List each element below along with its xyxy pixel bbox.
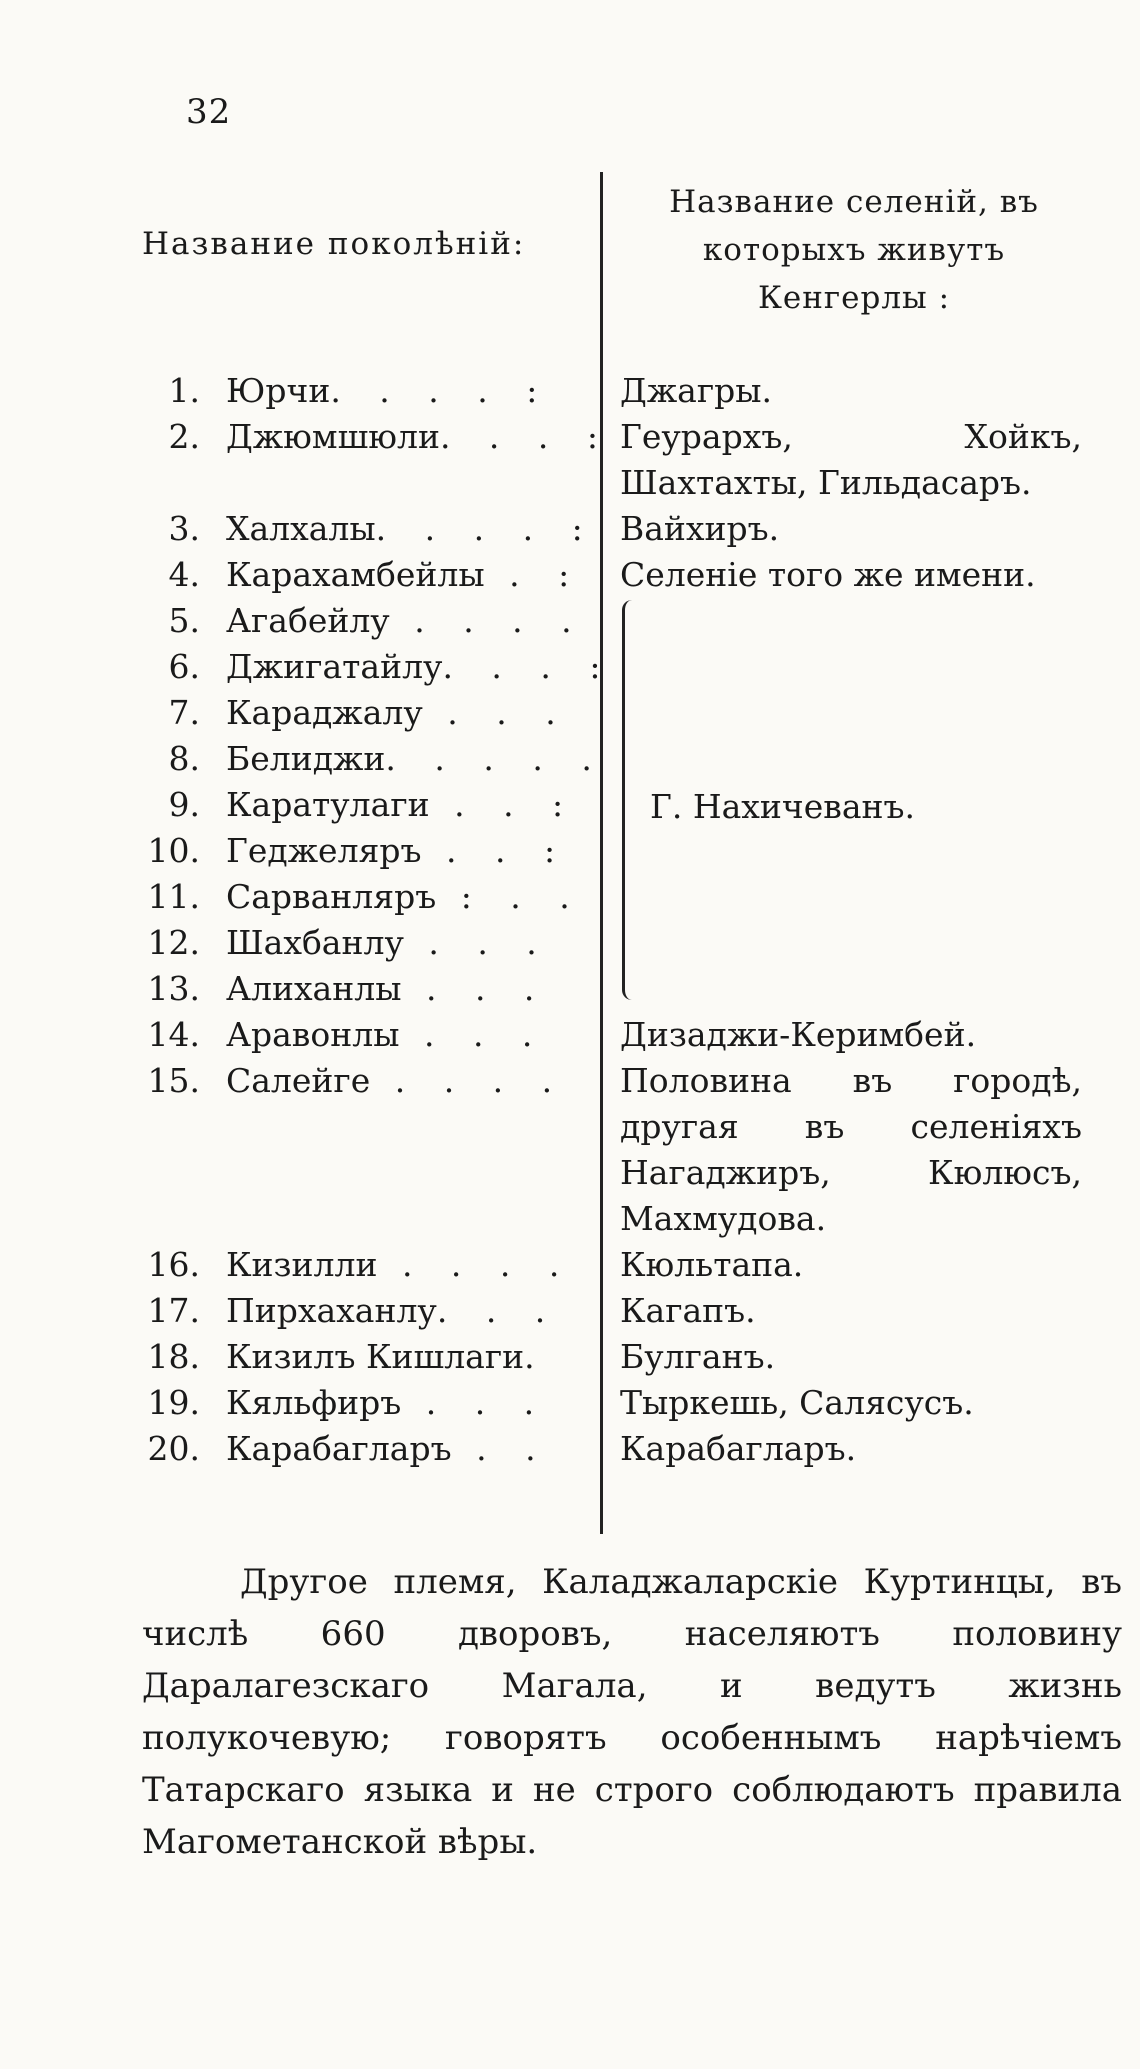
tribe-name: Белиджи. . . . .: [226, 739, 606, 778]
table-row: [0, 1012, 1140, 1058]
column-header-tribes: Название поколѣній:: [142, 226, 526, 262]
row-number: 10.: [147, 831, 200, 870]
village-name: Булганъ.: [620, 1337, 776, 1376]
table-row: [0, 1288, 1140, 1334]
column-header-villages: Название селеній, въ которыхъ живутъ Кенгерлы :: [669, 184, 1039, 316]
row-number: 15.: [147, 1061, 200, 1100]
village-name: Джагры.: [620, 371, 773, 410]
tribe-table: [0, 368, 1140, 1472]
table-row: [0, 1242, 1140, 1288]
page-number: 32: [186, 92, 232, 132]
row-number: 1.: [168, 371, 200, 410]
tribe-name: Карабагларъ . .: [226, 1429, 550, 1468]
row-number: 6.: [168, 647, 200, 686]
table-row: [0, 828, 1140, 874]
row-number: 12.: [147, 923, 200, 962]
tribe-name: Пирхаханлу. . .: [226, 1291, 560, 1330]
table-row: [0, 598, 1140, 644]
tribe-name: Халхалы. . . . :: [226, 509, 597, 548]
village-name: Геурархъ, Хойкъ, Шахтахты, Гильдасаръ.: [620, 417, 1082, 502]
row-number: 7.: [168, 693, 200, 732]
tribe-name: Шахбанлу . . .: [226, 923, 551, 962]
village-name: Карабагларъ.: [620, 1429, 857, 1468]
village-name: Вайхиръ.: [620, 509, 780, 548]
tribe-name: Карахамбейлы . :: [226, 555, 584, 594]
row-number: 19.: [147, 1383, 200, 1422]
village-name: Кюльтапа.: [620, 1245, 804, 1284]
table-row: [0, 644, 1140, 690]
row-number: 13.: [147, 969, 200, 1008]
row-number: 20.: [147, 1429, 200, 1468]
tribe-name: Салейге . . . .: [226, 1061, 567, 1100]
village-name: Тыркешь, Салясусъ.: [620, 1383, 974, 1422]
tribe-name: Каратулаги . . :: [226, 785, 578, 824]
tribe-name: Караджалу . . .: [226, 693, 570, 732]
tribe-name: Сарванляръ : . .: [226, 877, 584, 916]
row-number: 16.: [147, 1245, 200, 1284]
table-row: [0, 1334, 1140, 1380]
row-number: 2.: [168, 417, 200, 456]
row-number: 17.: [147, 1291, 200, 1330]
table-row: [0, 782, 1140, 828]
village-name: Кагапъ.: [620, 1291, 756, 1330]
row-number: 8.: [168, 739, 200, 778]
tribe-name: Кяльфиръ . . .: [226, 1383, 549, 1422]
row-number: 5.: [168, 601, 200, 640]
table-row: [0, 1058, 1140, 1242]
table-row: [0, 414, 1140, 506]
row-number: 3.: [168, 509, 200, 548]
group-brace: [622, 600, 639, 1000]
table-row: [0, 368, 1140, 414]
row-number: 9.: [168, 785, 200, 824]
table-row: [0, 506, 1140, 552]
table-row: [0, 1380, 1140, 1426]
table-row: [0, 1426, 1140, 1472]
tribe-name: Кизилъ Кишлаги.: [226, 1337, 535, 1376]
row-number: 11.: [147, 877, 200, 916]
village-name: Дизаджи-Керимбей.: [620, 1015, 977, 1054]
tribe-name: Агабейлу . . . .: [226, 601, 586, 640]
body-paragraph: Другое племя, Каладжаларскіе Куртинцы, въ числѣ 660 дворовъ, населяютъ половину Даралагезскаго Магала, и ведутъ жизнь полукочевую; говорятъ особеннымъ нарѣчіемъ Татарскаго языка и не строго соблюдаютъ правила Магометанской вѣры.: [142, 1562, 1122, 1862]
tribe-name: Юрчи. . . . :: [226, 371, 552, 410]
village-name: Селеніе того же имени.: [620, 555, 1036, 594]
tribe-name: Аравонлы . . .: [226, 1015, 547, 1054]
table-row: [0, 874, 1140, 920]
row-number: 4.: [168, 555, 200, 594]
tribe-name: Алиханлы . . .: [226, 969, 549, 1008]
tribe-name: Джигатайлу. . . :: [226, 647, 615, 686]
tribe-name: Джюмшюли. . . :: [226, 417, 613, 456]
row-number: 18.: [147, 1337, 200, 1376]
tribe-name: Геджеляръ . . :: [226, 831, 570, 870]
table-row: [0, 690, 1140, 736]
table-row: [0, 920, 1140, 966]
village-name: Половина въ городѣ, другая въ селеніяхъ Нагаджиръ, Кюлюсъ, Махмудова.: [620, 1061, 1082, 1238]
table-row: [0, 736, 1140, 782]
tribe-name: Кизилли . . . .: [226, 1245, 574, 1284]
table-row: [0, 966, 1140, 1012]
group-village-name: Г. Нахичеванъ.: [650, 787, 915, 826]
table-row: [0, 552, 1140, 598]
row-number: 14.: [147, 1015, 200, 1054]
